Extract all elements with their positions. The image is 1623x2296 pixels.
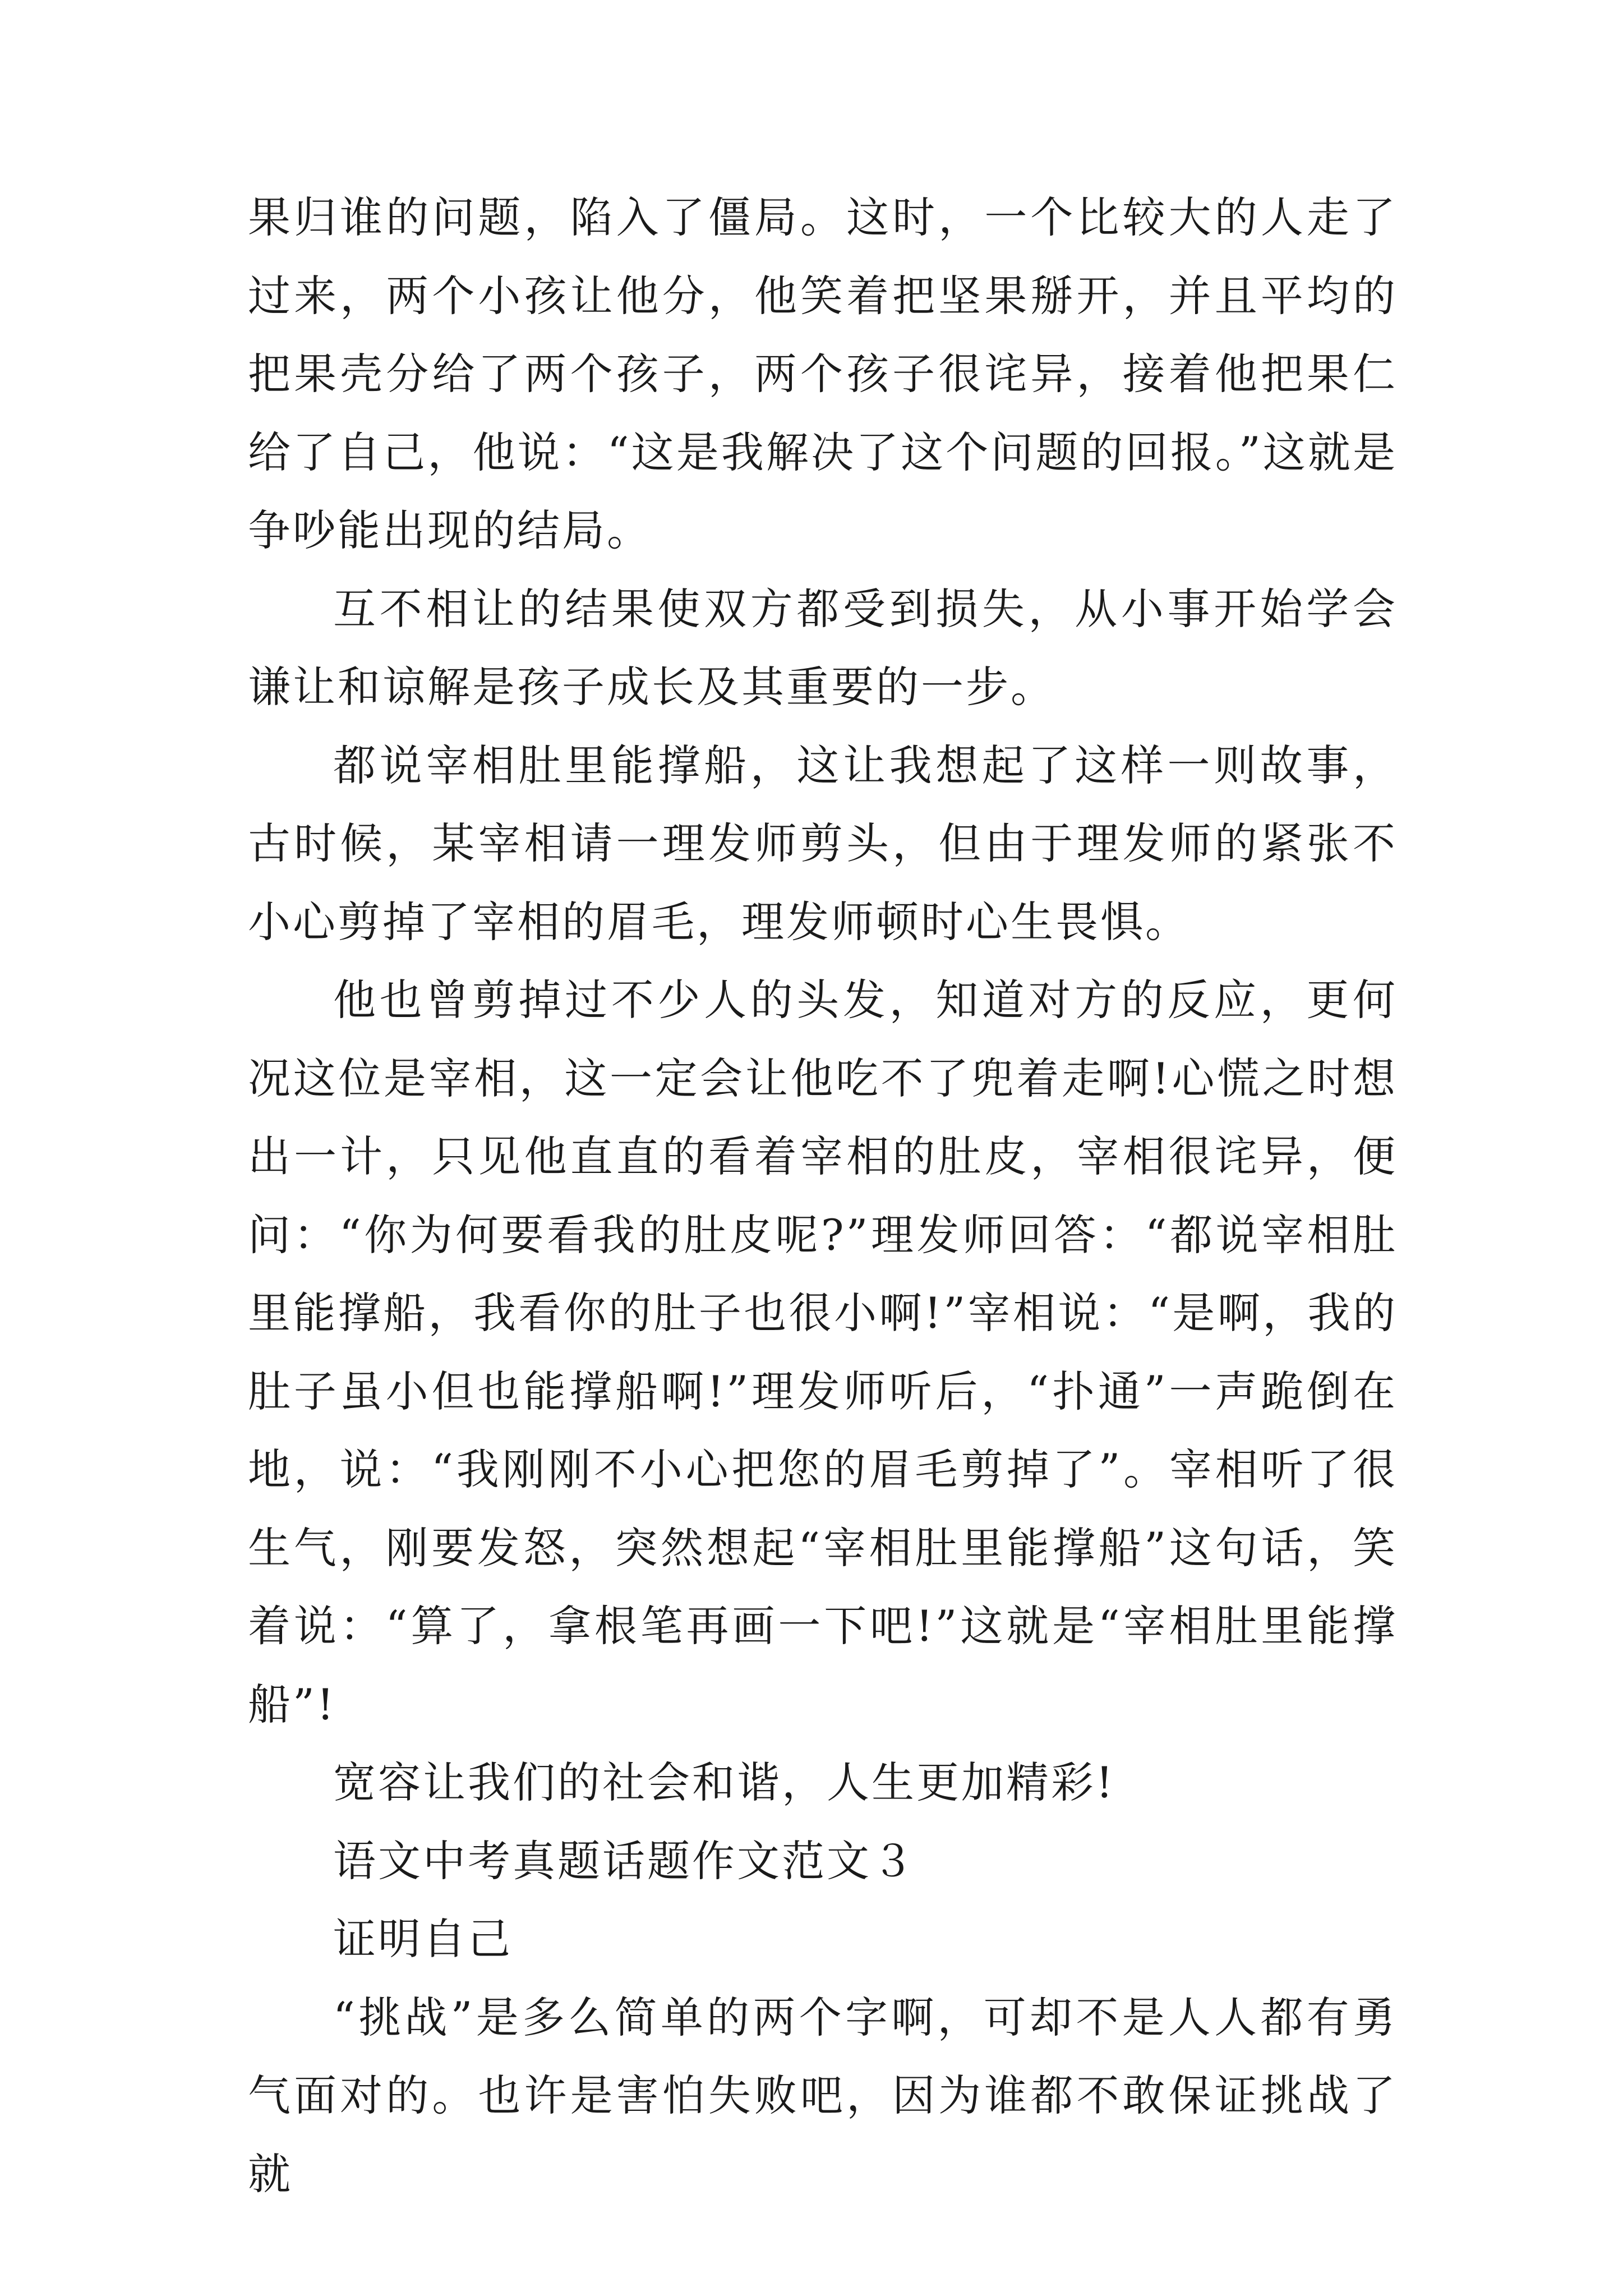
paragraph: 互不相让的结果使双方都受到损失，从小事开始学会谦让和谅解是孩子成长及其重要的一步。 xyxy=(248,583,1398,712)
section-heading: 语文中考真题话题作文范文３ xyxy=(333,1835,916,1886)
essay-title: 证明自己 xyxy=(333,1914,513,1964)
paragraph: “挑战”是多么简单的两个字啊，可却不是人人都有勇气面对的。也许是害怕失败吧，因为谁都不敢保证挑战了就 xyxy=(248,1992,1398,2199)
paragraph: 都说宰相肚里能撑船，这让我想起了这样一则故事，古时候，某宰相请一理发师剪头，但由于理发师的紧张不小心剪掉了宰相的眉毛，理发师顿时心生畏惧。 xyxy=(248,740,1398,947)
paragraph: 宽容让我们的社会和谐，人生更加精彩! xyxy=(333,1757,1115,1807)
paragraph-continued: 果归谁的问题，陷入了僵局。这时，一个比较大的人走了过来，两个小孩让他分，他笑着把坚果掰开，并且平均的把果壳分给了两个孩子，两个孩子很诧异，接着他把果仁给了自己，他说：“这是我解决了这个问题的回报。”这就是争吵能出现的结局。 xyxy=(248,192,1398,555)
paragraph: 他也曾剪掉过不少人的头发，知道对方的反应，更何况这位是宰相，这一定会让他吃不了兜着走啊!心慌之时想出一计，只见他直直的看着宰相的肚皮，宰相很诧异，便问：“你为何要看我的肚皮呢?”理发师回答：“都说宰相肚里能撑船，我看你的肚子也很小啊!”宰相说：“是啊，我的肚子虽小但也能撑船啊!”理发师听后，“扑通”一声跪倒在地，说：“我刚刚不小心把您的眉毛剪掉了”。宰相听了很生气，刚要发怒，突然想起“宰相肚里能撑船”这句话，笑着说：“算了，拿根笔再画一下吧!”这就是“宰相肚里能撑船”! xyxy=(248,975,1398,1729)
essay-body xyxy=(248,178,1398,2213)
